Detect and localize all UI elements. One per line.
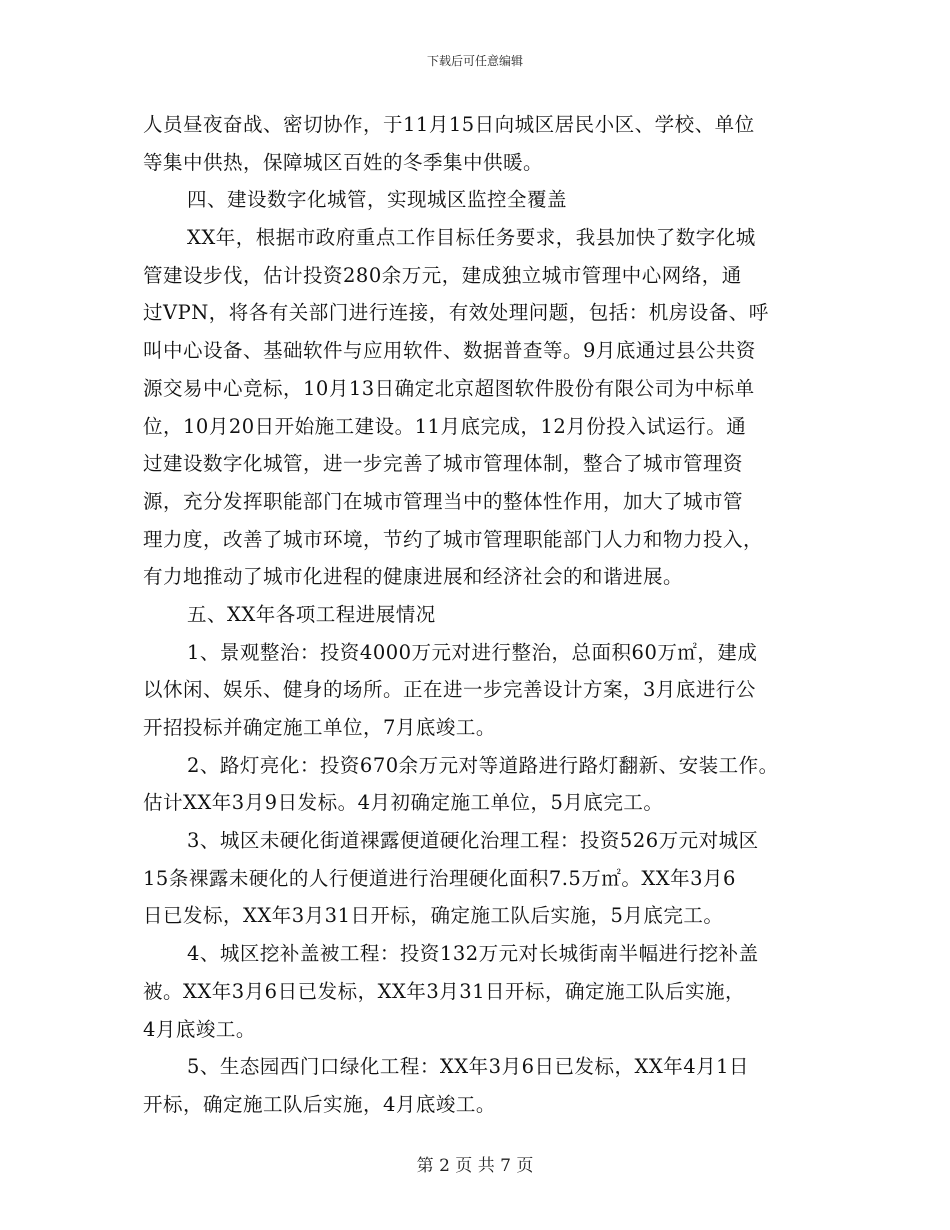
section-heading: 五、XX年各项工程进展情况 [187,602,436,626]
body-line: 估计XX年3月9日发标。4月初确定施工单位，5月底完工。 [143,791,664,815]
body-line: 叫中心设备、基础软件与应用软件、数据普查等。9月底通过县公共资 [143,339,756,363]
body-line: 开标，确定施工队后实施，4月底竣工。 [143,1092,496,1116]
page-header: 下载后可任意编辑 [426,54,523,68]
body-line: 4、城区挖补盖被工程：投资132万元对长城街南半幅进行挖补盖 [187,942,759,966]
body-line: 开招投标并确定施工单位，7月底竣工。 [143,716,496,739]
body-line: 管建设步伐，估计投资280余万元，建成独立城市管理中心网络，通 [143,263,742,287]
body-line: 日已发标，XX年3月31日开标，确定施工队后实施，5月底完工。 [143,904,724,928]
document-body [143,106,823,1124]
body-line: 15条裸露未硬化的人行便道进行治理硬化面积7.5万㎡。XX年3月6 [143,866,736,890]
body-line: 过建设数字化城管，进一步完善了城市管理体制，整合了城市管理资 [143,452,744,476]
section-heading: 四、建设数字化城管，实现城区监控全覆盖 [187,188,568,212]
page-footer: 第 2 页 共 7 页 [416,1156,534,1176]
body-line: 以休闲、娱乐、健身的场所。正在进一步完善设计方案，3月底进行公 [143,678,756,702]
body-line: 3、城区未硬化街道裸露便道硬化治理工程：投资526万元对城区 [187,829,759,853]
body-line: 等集中供热，保障城区百姓的冬季集中供暖。 [143,150,544,174]
body-line: 源，充分发挥职能部门在城市管理当中的整体性作用，加大了城市管 [143,489,744,513]
body-line: 1、景观整治：投资4000万元对进行整治，总面积60万㎡，建成 [187,640,758,664]
body-line: 源交易中心竞标，10月13日确定北京超图软件股份有限公司为中标单 [143,376,755,400]
body-line: 5、生态园西门口绿化工程：XX年3月6日已发标，XX年4月1日 [187,1055,750,1079]
body-line: 2、路灯亮化：投资670余万元对等道路进行路灯翻新、安装工作。 [187,753,779,777]
body-line: 4月底竣工。 [143,1017,256,1041]
body-line: 过VPN，将各有关部门进行连接，有效处理问题，包括：机房设备、呼 [143,301,769,325]
body-line: 人员昼夜奋战、密切协作，于11月15日向城区居民小区、学校、单位 [143,113,755,136]
body-line: 理力度，改善了城市环境，节约了城市管理职能部门人力和物力投入， [143,527,764,551]
body-line: 位，10月20日开始施工建设。11月底完成，12月份投入试运行。通 [143,414,747,438]
body-line: 有力地推动了城市化进程的健康进展和经济社会的和谐进展。 [143,565,684,589]
body-line: XX年，根据市政府重点工作目标任务要求，我县加快了数字化城 [187,226,756,250]
body-line: 被。XX年3月6日已发标，XX年3月31日开标，确定施工队后实施， [143,979,746,1003]
